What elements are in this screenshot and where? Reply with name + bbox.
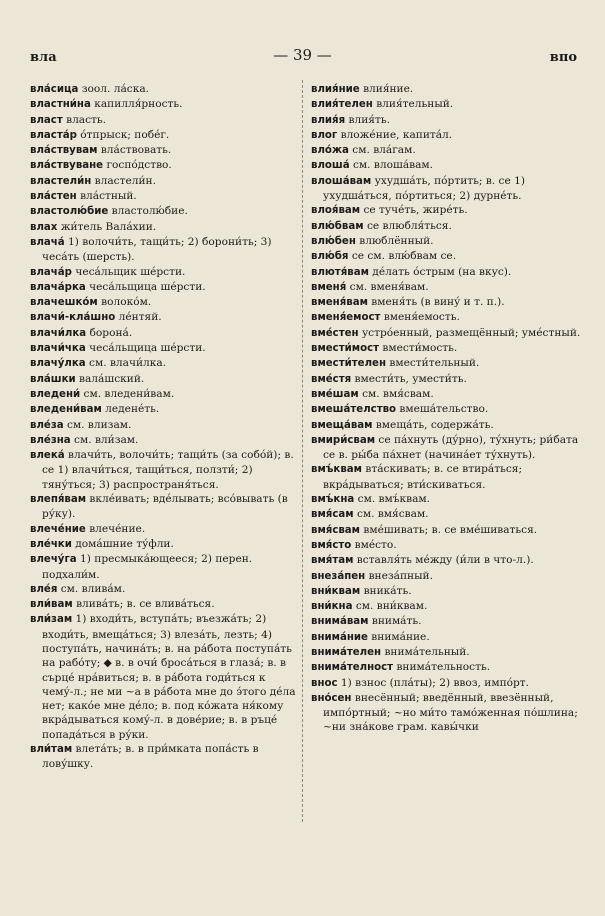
entry-definition: се па́хнуть (ду́рно), ту́хнуть; ри́бата се в. ры́ба па́хнет (начина́ет ту́хнуть).: [323, 433, 579, 462]
entry-definition: см. вни́квам.: [355, 600, 428, 613]
entry-definition: волоко́м.: [101, 296, 152, 309]
dictionary-entry: [311, 143, 583, 158]
entry-headword: влачешко́м: [30, 297, 98, 309]
dictionary-entry: [30, 492, 298, 522]
entry-definition: см. вледени́вам.: [83, 387, 175, 400]
entry-headword: вле́зна: [30, 434, 71, 446]
entry-headword: влия́я: [311, 114, 346, 126]
entry-definition: см. влоша́вам.: [352, 159, 434, 172]
entry-headword: вло́жа: [311, 145, 349, 157]
dictionary-entry: [311, 507, 583, 522]
entry-headword: власта́р: [30, 129, 77, 141]
dictionary-entry: [311, 645, 583, 660]
dictionary-entry: [311, 249, 583, 264]
entry-definition: жи́тель Вала́хии.: [60, 220, 157, 233]
entry-headword: вледени́: [30, 388, 81, 400]
dictionary-entry: [30, 113, 298, 128]
entry-definition: внесённый; введённый, ввезённый, импо́ртный; ~но ми́то тамо́женная по́шлина; ~ни зна́кове грам. кавы́чки: [323, 691, 578, 734]
entry-definition: вмести́ть, умести́ть.: [354, 372, 467, 385]
entry-definition: вла́стный.: [80, 190, 137, 203]
dictionary-entry: [30, 220, 298, 235]
dictionary-entry: [311, 234, 583, 249]
entry-definition: властолю́бие.: [111, 205, 188, 218]
entry-headword: внима́телен: [311, 646, 382, 658]
entry-definition: вмести́мость.: [382, 342, 458, 355]
entry-definition: госпо́дство.: [106, 159, 172, 172]
entry-definition: 1) взнос (пла́ты); 2) ввоз, импо́рт.: [340, 676, 530, 689]
entry-definition: 1) входи́ть, вступа́ть; въезжа́ть; 2) входи́ть, вмеща́ться; 3) влеза́ть, лезть; 4) поступа́ть, начина́ть; в. на ра́бота поступа́ть на рабо́ту; ◆ в. в очи́ броса́ться в глаза́; в. в сърце́ нра́виться; в. в ра́бота годи́ться к чему́-л.; не ми ~а в ра́бота мне до э́того де́ла нет; како́е мне де́ло; в. под ко́жата ня́кому вкра́дываться кому́-л. в дове́рие; в. в ръце́ попада́ться в ру́ки.: [42, 613, 296, 741]
entry-headword: внима́ние: [311, 631, 368, 643]
dictionary-entry: [311, 523, 583, 538]
entry-definition: ледене́ть.: [105, 403, 160, 416]
entry-headword: вмести́телен: [311, 358, 386, 370]
entry-headword: вли́вам: [30, 599, 73, 611]
dictionary-entry: [311, 418, 583, 433]
entry-definition: см. влизам.: [67, 418, 132, 431]
entry-headword: вмеша́телство: [311, 404, 397, 416]
dictionary-entry: [311, 660, 583, 675]
dictionary-entry: [311, 630, 583, 645]
entry-headword: влах: [30, 221, 58, 233]
dictionary-entry: [30, 537, 298, 552]
entry-headword: вменя́вам: [311, 297, 368, 309]
entry-headword: влача́рка: [30, 281, 86, 293]
entry-headword: властолю́бие: [30, 206, 109, 218]
entry-definition: вника́ть.: [363, 584, 412, 597]
dictionary-entry: [30, 310, 298, 325]
entry-definition: капилля́рность.: [94, 98, 183, 111]
dictionary-entry: [30, 280, 298, 295]
entry-definition: см. вменя́вам.: [349, 280, 429, 293]
entry-definition: де́лать о́стрым (на вкус).: [372, 265, 512, 278]
entry-headword: внос: [311, 677, 338, 689]
dictionary-entry: [30, 448, 298, 492]
entry-definition: вмести́тельный.: [389, 357, 480, 370]
dictionary-entry: [311, 128, 583, 143]
dictionary-entry: [311, 295, 583, 310]
entry-definition: влия́тельный.: [376, 98, 454, 111]
dictionary-entry: [30, 402, 298, 417]
entry-definition: внима́ть.: [371, 615, 422, 628]
entry-definition: вла́ствовать.: [100, 144, 172, 157]
entry-headword: вла́сица: [30, 84, 79, 95]
dictionary-entry: [311, 356, 583, 371]
entry-definition: см. вмя́свам.: [356, 508, 429, 521]
entry-headword: вла́ствувам: [30, 145, 98, 157]
entry-headword: вли́там: [30, 744, 73, 756]
entry-definition: се см. влю́бвам се.: [351, 250, 457, 263]
dictionary-entry: [311, 174, 583, 204]
entry-definition: см. вмя́свам.: [362, 387, 434, 400]
entry-definition: внима́тельный.: [384, 645, 470, 658]
entry-definition: вставля́ть ме́жду (и́ли в что-л.).: [356, 554, 534, 567]
dictionary-entry: [30, 326, 298, 341]
entry-definition: чеса́льщица ше́рсти.: [89, 342, 206, 355]
entry-headword: вмести́мост: [311, 343, 380, 355]
dictionary-entry: [311, 676, 583, 691]
dictionary-entry: [311, 599, 583, 614]
entry-headword: вла́шки: [30, 373, 76, 385]
entry-headword: вмя́сто: [311, 539, 352, 551]
entry-definition: внима́ние.: [371, 630, 430, 643]
entry-definition: борона́.: [89, 326, 133, 339]
entry-headword: вни́кна: [311, 601, 353, 613]
entry-definition: дома́шние ту́фли.: [75, 537, 174, 550]
entry-headword: влоша́вам: [311, 175, 372, 187]
entry-headword: вле́за: [30, 419, 64, 431]
entry-headword: вменя́: [311, 281, 347, 293]
dictionary-entry: [30, 204, 298, 219]
entry-headword: вмири́свам: [311, 434, 376, 446]
entry-definition: ухудша́ть, по́ртить; в. се 1) ухудша́ться, по́ртиться; 2) дурне́ть.: [323, 174, 525, 203]
dictionary-entry: [30, 522, 298, 537]
dictionary-entry: [30, 82, 298, 97]
dictionary-entry: [311, 326, 583, 341]
entry-definition: влече́ние.: [89, 522, 146, 535]
dictionary-entry: [30, 143, 298, 158]
entry-definition: вменя́емость.: [383, 311, 460, 324]
entry-headword: внима́телност: [311, 662, 394, 674]
entry-headword: влачи́-кла́шно: [30, 312, 116, 324]
dictionary-entry: [311, 462, 583, 492]
entry-headword: вме́шам: [311, 388, 359, 400]
entry-headword: влачу́лка: [30, 358, 86, 370]
entry-headword: вмъ́кна: [311, 494, 355, 506]
entry-definition: см. влачи́лка.: [89, 357, 167, 370]
entry-definition: 1) волочи́ть, тащи́ть; 2) борони́ть; 3) чеса́ть (шерсть).: [42, 235, 272, 264]
entry-definition: внима́тельность.: [396, 661, 491, 674]
entry-definition: см. вмъ́квам.: [357, 493, 431, 506]
entry-headword: властели́н: [30, 175, 92, 187]
entry-definition: вме́шивать; в. се вме́шиваться.: [363, 523, 538, 536]
dictionary-entry: [311, 433, 583, 463]
dictionary-entry: [30, 174, 298, 189]
entry-headword: влека́: [30, 450, 65, 462]
entry-definition: властели́н.: [94, 174, 156, 187]
dictionary-entry: [30, 341, 298, 356]
dictionary-entry: [30, 418, 298, 433]
entry-definition: чеса́льщица ше́рсти.: [89, 280, 206, 293]
entry-headword: влю́бя: [311, 251, 349, 263]
dictionary-entry: [30, 372, 298, 387]
entry-definition: влета́ть; в. в при́мката попа́сть в лову́шку.: [42, 743, 259, 771]
entry-definition: зоол. ла́ска.: [81, 83, 150, 95]
entry-definition: устро́енный, размещённый; уме́стный.: [361, 326, 581, 339]
dictionary-entry: [30, 612, 298, 742]
entry-headword: вле́чки: [30, 538, 72, 550]
entry-definition: см. вла́гам.: [352, 144, 416, 157]
entry-headword: вно́сен: [311, 692, 352, 704]
entry-definition: чеса́льщик ше́рсти.: [75, 265, 186, 278]
dictionary-entry: [30, 742, 298, 772]
dictionary-entry: [311, 691, 583, 735]
right-column: [311, 82, 583, 735]
entry-headword: вмя́свам: [311, 524, 361, 536]
entry-headword: влече́ние: [30, 523, 86, 535]
dictionary-entry: [30, 582, 298, 597]
entry-definition: се туче́ть, жире́ть.: [363, 204, 468, 217]
entry-definition: вта́скивать; в. се втира́ться; вкра́дываться; вти́скиваться.: [323, 463, 523, 491]
entry-definition: влива́ть; в. се влива́ться.: [76, 598, 215, 611]
entry-headword: вменя́емост: [311, 312, 381, 324]
dictionary-entry: [30, 97, 298, 112]
entry-headword: вли́зам: [30, 614, 73, 626]
entry-headword: вла́стен: [30, 191, 77, 203]
entry-headword: влог: [311, 129, 338, 141]
entry-headword: влачи́чка: [30, 343, 86, 355]
dictionary-entry: [311, 113, 583, 128]
dictionary-entry: [30, 552, 298, 582]
entry-definition: влачи́ть, волочи́ть; тащи́ть (за собо́й); в. се 1) влачи́ться, тащи́ться, ползти́; 2) тяну́ться; 3) распространя́ться.: [42, 449, 294, 491]
column-divider: [302, 80, 303, 822]
entry-headword: вледени́вам: [30, 404, 102, 416]
entry-definition: власть.: [66, 113, 107, 126]
entry-headword: вмъ́квам: [311, 464, 362, 476]
entry-headword: вмя́сам: [311, 509, 354, 521]
dictionary-entry: [311, 584, 583, 599]
entry-definition: вкле́ивать; вде́лывать; всо́вывать (в ру́ку).: [42, 493, 288, 521]
dictionary-entry: [30, 433, 298, 448]
dictionary-entry: [311, 158, 583, 173]
entry-definition: вмеща́ть, содержа́ть.: [375, 418, 494, 431]
entry-definition: влия́ть.: [348, 113, 390, 126]
entry-headword: влепя́вам: [30, 494, 87, 506]
dictionary-entry: [30, 158, 298, 173]
dictionary-entry: [311, 553, 583, 568]
entry-definition: 1) пресмыка́ющееся; 2) перен. подхали́м.: [42, 553, 253, 581]
entry-definition: вмеша́тельство.: [399, 403, 489, 416]
entry-definition: вме́сто.: [354, 538, 397, 551]
entry-headword: влоша́: [311, 160, 350, 172]
dictionary-entry: [311, 387, 583, 402]
entry-definition: вменя́ть (в вину́ и т. п.).: [371, 296, 505, 309]
entry-headword: влия́телен: [311, 99, 373, 111]
page-number: — 39 —: [273, 46, 332, 64]
dictionary-entry: [311, 310, 583, 325]
entry-definition: ле́нтяй.: [118, 311, 162, 324]
entry-headword: вмеща́вам: [311, 419, 373, 431]
dictionary-entry: [311, 569, 583, 584]
left-column: [30, 82, 298, 772]
entry-definition: влюблённый.: [359, 234, 434, 247]
entry-headword: вла́ствуване: [30, 160, 104, 172]
entry-headword: властни́на: [30, 99, 91, 111]
entry-headword: внеза́пен: [311, 570, 366, 582]
entry-headword: влю́бен: [311, 235, 356, 247]
dictionary-entry: [30, 387, 298, 402]
entry-definition: см. вли́зам.: [74, 433, 139, 446]
header-left-guideword: вла: [30, 50, 57, 65]
dictionary-entry: [311, 219, 583, 234]
header-right-guideword: впо: [549, 50, 577, 65]
entry-headword: вме́стен: [311, 327, 359, 339]
dictionary-entry: [311, 265, 583, 280]
dictionary-entry: [311, 402, 583, 417]
dictionary-entry: [311, 492, 583, 507]
entry-headword: вле́я: [30, 583, 58, 595]
entry-definition: см. влива́м.: [60, 582, 126, 595]
dictionary-entry: [311, 341, 583, 356]
entry-headword: вни́квам: [311, 585, 361, 597]
entry-definition: се влюбля́ться.: [366, 219, 452, 232]
dictionary-entry: [30, 356, 298, 371]
dictionary-entry: [311, 614, 583, 629]
dictionary-entry: [30, 189, 298, 204]
dictionary-entry: [311, 82, 583, 97]
dictionary-entry: [30, 295, 298, 310]
dictionary-entry: [311, 97, 583, 112]
dictionary-entry: [30, 597, 298, 612]
entry-definition: вложе́ние, капита́л.: [340, 128, 453, 141]
entry-headword: влю́бвам: [311, 220, 364, 232]
dictionary-entry: [30, 235, 298, 265]
entry-headword: влача́: [30, 236, 65, 248]
entry-definition: внеза́пный.: [368, 569, 433, 582]
entry-headword: вме́стя: [311, 373, 352, 385]
dictionary-entry: [30, 265, 298, 280]
entry-headword: внима́вам: [311, 616, 369, 628]
entry-definition: вала́шский.: [79, 372, 145, 385]
entry-headword: влачи́лка: [30, 327, 87, 339]
entry-headword: влютя́вам: [311, 266, 369, 278]
entry-headword: влечу́га: [30, 554, 77, 566]
entry-definition: влия́ние.: [363, 83, 414, 95]
entry-headword: влача́р: [30, 266, 72, 278]
entry-headword: власт: [30, 114, 63, 126]
dictionary-entry: [311, 538, 583, 553]
dictionary-entry: [311, 280, 583, 295]
dictionary-entry: [311, 203, 583, 218]
entry-headword: влия́ние: [311, 84, 360, 95]
entry-headword: вмя́там: [311, 555, 354, 567]
dictionary-entry: [30, 128, 298, 143]
dictionary-entry: [311, 372, 583, 387]
entry-definition: о́тпрыск; побе́г.: [80, 128, 170, 141]
entry-headword: влоя́вам: [311, 205, 361, 217]
